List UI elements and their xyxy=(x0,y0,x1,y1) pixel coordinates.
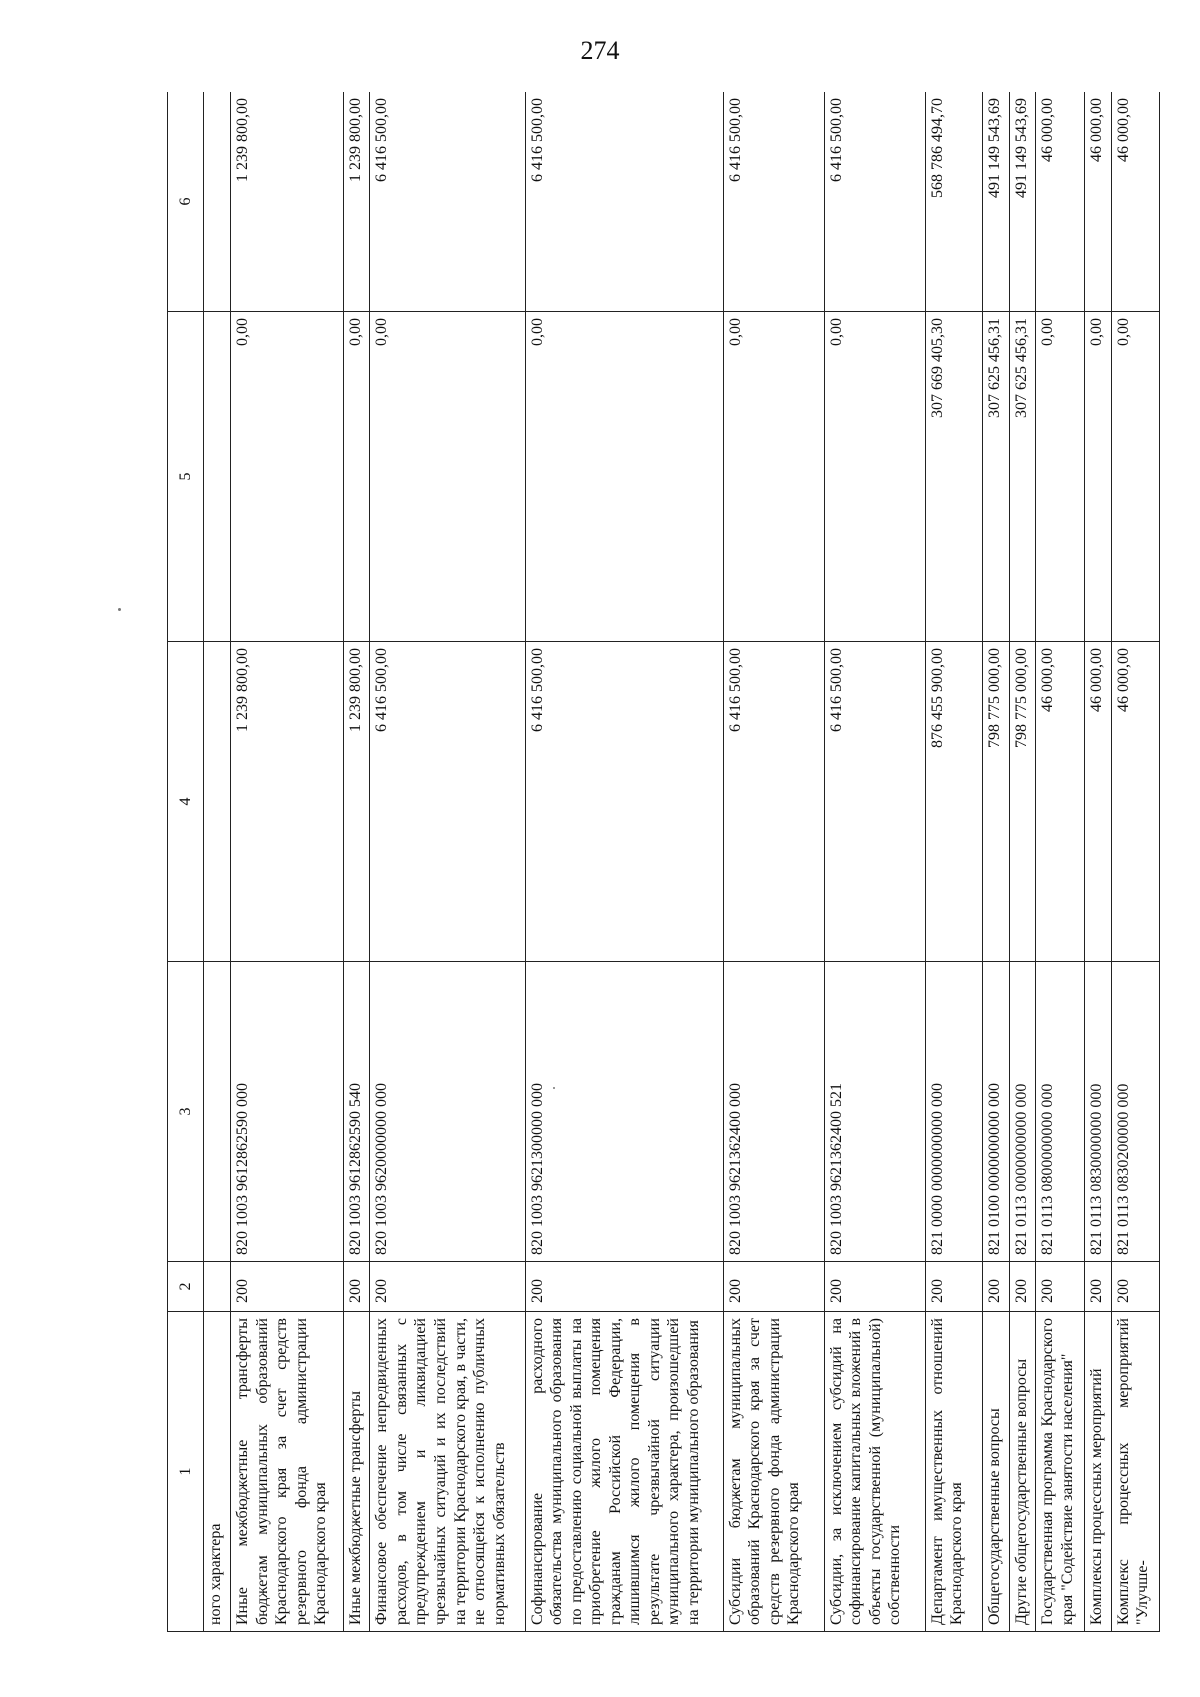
row-col4-value: 46 000,00 xyxy=(1111,642,1159,962)
row-col4-value: 46 000,00 xyxy=(1084,642,1111,962)
header-cell: 6 xyxy=(168,92,204,312)
row-name-cell: Субсидии бюджетам муниципальных образований Краснодарского края за счет средств резервного фонда администрации Краснодарского края xyxy=(723,1312,824,1632)
row-col5-value: 0,00 xyxy=(1036,312,1084,642)
row-col5-value: 307 669 405,30 xyxy=(925,312,982,642)
row-kbk-cell: 821 0100 0000000000 000 xyxy=(982,962,1009,1262)
row-code-cell: 200 xyxy=(343,1262,370,1312)
row-col4-value: 798 775 000,00 xyxy=(982,642,1009,962)
row-col5-value: 0,00 xyxy=(723,312,824,642)
row-name-cell: Государственная программа Краснодарского края "Содействие занятости населения" xyxy=(1036,1312,1084,1632)
row-col4-value: 1 239 800,00 xyxy=(231,642,344,962)
table-row xyxy=(204,92,231,1632)
row-col4-value: 46 000,00 xyxy=(1036,642,1084,962)
row-name-cell: Финансовое обеспечение непредвиденных расходов, в том числе связанных с предупреждением и ликвидацией чрезвычайных ситуаций и их последствий на территории Краснодарского края, в части, не относящейся к исполнению публичных нормативных обязательств xyxy=(370,1312,525,1632)
row-name-cell: ного характера xyxy=(204,1312,231,1632)
row-col6-value: 46 000,00 xyxy=(1036,92,1084,312)
row-col6-value: 6 416 500,00 xyxy=(370,92,525,312)
row-col4-value: 6 416 500,00 xyxy=(824,642,925,962)
row-col5-value: 0,00 xyxy=(1111,312,1159,642)
table-row xyxy=(231,92,344,1632)
row-col5-value xyxy=(204,312,231,642)
row-col6-value: 1 239 800,00 xyxy=(343,92,370,312)
row-col6-value xyxy=(204,92,231,312)
row-col5-value: 0,00 xyxy=(370,312,525,642)
row-name-cell: Софинансирование расходного обязательства муниципального образования по предоставлению социальной выплаты на приобретение жилого помещения гражданам Российской Федерации, лишившимся жилого помещения в результате чрезвычайной ситуации муниципального характера, произошедшей на территории муниципального образования xyxy=(525,1312,723,1632)
row-kbk-cell: 820 1003 9621300000 000 xyxy=(525,962,723,1262)
row-col4-value: 6 416 500,00 xyxy=(723,642,824,962)
row-col6-value: 6 416 500,00 xyxy=(525,92,723,312)
row-name-cell: Другие общегосударственные вопросы xyxy=(1009,1312,1036,1632)
row-col4-value xyxy=(204,642,231,962)
row-name-cell: Комплексы процессных мероприятий xyxy=(1084,1312,1111,1632)
header-cell: 5 xyxy=(168,312,204,642)
row-name-cell: Иные межбюджетные трансферты xyxy=(343,1312,370,1632)
header-cell: 2 xyxy=(168,1262,204,1312)
row-kbk-cell: 820 1003 9612862590 540 xyxy=(343,962,370,1262)
row-kbk-cell: 820 1003 9620000000 000 xyxy=(370,962,525,1262)
row-col6-value: 568 786 494,70 xyxy=(925,92,982,312)
row-code-cell: 200 xyxy=(824,1262,925,1312)
row-col5-value: 307 625 456,31 xyxy=(982,312,1009,642)
header-cell: 1 xyxy=(168,1312,204,1632)
row-name-cell: Департамент имущественных отношений Краснодарского края xyxy=(925,1312,982,1632)
row-kbk-cell: 821 0113 0000000000 000 xyxy=(1009,962,1036,1262)
table-row xyxy=(1036,92,1084,1632)
row-col6-value: 46 000,00 xyxy=(1084,92,1111,312)
row-col6-value: 491 149 543,69 xyxy=(982,92,1009,312)
row-name-cell: Комплекс процессных мероприятий "Улучше- xyxy=(1111,1312,1159,1632)
table-row xyxy=(723,92,824,1632)
row-code-cell: 200 xyxy=(525,1262,723,1312)
row-kbk-cell: 820 1003 9621362400 000 xyxy=(723,962,824,1262)
row-name-cell: Общегосударственные вопросы xyxy=(982,1312,1009,1632)
row-kbk-cell: 821 0000 0000000000 000 xyxy=(925,962,982,1262)
page-number: 274 xyxy=(580,36,620,65)
table-row xyxy=(525,92,723,1632)
row-code-cell: 200 xyxy=(1009,1262,1036,1312)
table-row xyxy=(824,92,925,1632)
table-row xyxy=(1009,92,1036,1632)
row-code-cell xyxy=(204,1262,231,1312)
row-code-cell: 200 xyxy=(370,1262,525,1312)
budget-table xyxy=(167,92,1160,1632)
row-col5-value: 0,00 xyxy=(1084,312,1111,642)
table-header-row xyxy=(168,92,204,1632)
row-col5-value: 0,00 xyxy=(231,312,344,642)
row-col6-value: 1 239 800,00 xyxy=(231,92,344,312)
row-code-cell: 200 xyxy=(1036,1262,1084,1312)
row-col4-value: 6 416 500,00 xyxy=(525,642,723,962)
table-row xyxy=(925,92,982,1632)
row-col4-value: 798 775 000,00 xyxy=(1009,642,1036,962)
row-kbk-cell: 821 0113 0830200000 000 xyxy=(1111,962,1159,1262)
table-row xyxy=(1111,92,1159,1632)
row-code-cell: 200 xyxy=(231,1262,344,1312)
row-col5-value: 0,00 xyxy=(343,312,370,642)
row-name-cell: Иные межбюджетные трансферты бюджетам муниципальных образований Краснодарского края за счет средств резервного фонда администрации Краснодарского края xyxy=(231,1312,344,1632)
row-name-cell: Субсидии, за исключением субсидий на софинансирование капитальных вложений в объекты государственной (муниципальной) собственности xyxy=(824,1312,925,1632)
row-code-cell: 200 xyxy=(925,1262,982,1312)
table-row xyxy=(1084,92,1111,1632)
row-kbk-cell: 821 0113 0830000000 000 xyxy=(1084,962,1111,1262)
row-code-cell: 200 xyxy=(1084,1262,1111,1312)
row-kbk-cell xyxy=(204,962,231,1262)
scan-speck xyxy=(118,608,121,611)
row-col4-value: 1 239 800,00 xyxy=(343,642,370,962)
row-code-cell: 200 xyxy=(982,1262,1009,1312)
table-row xyxy=(370,92,525,1632)
table-row xyxy=(982,92,1009,1632)
header-cell: 4 xyxy=(168,642,204,962)
row-col6-value: 46 000,00 xyxy=(1111,92,1159,312)
row-col6-value: 6 416 500,00 xyxy=(824,92,925,312)
row-kbk-cell: 820 1003 9612862590 000 xyxy=(231,962,344,1262)
row-col4-value: 6 416 500,00 xyxy=(370,642,525,962)
row-code-cell: 200 xyxy=(1111,1262,1159,1312)
table-row xyxy=(343,92,370,1632)
row-col5-value: 307 625 456,31 xyxy=(1009,312,1036,642)
row-col6-value: 491 149 543,69 xyxy=(1009,92,1036,312)
header-cell: 3 xyxy=(168,962,204,1262)
row-col6-value: 6 416 500,00 xyxy=(723,92,824,312)
row-col4-value: 876 455 900,00 xyxy=(925,642,982,962)
rotated-table-container xyxy=(167,92,1160,1632)
row-col5-value: 0,00 xyxy=(525,312,723,642)
row-col5-value: 0,00 xyxy=(824,312,925,642)
row-code-cell: 200 xyxy=(723,1262,824,1312)
row-kbk-cell: 821 0113 0800000000 000 xyxy=(1036,962,1084,1262)
row-kbk-cell: 820 1003 9621362400 521 xyxy=(824,962,925,1262)
